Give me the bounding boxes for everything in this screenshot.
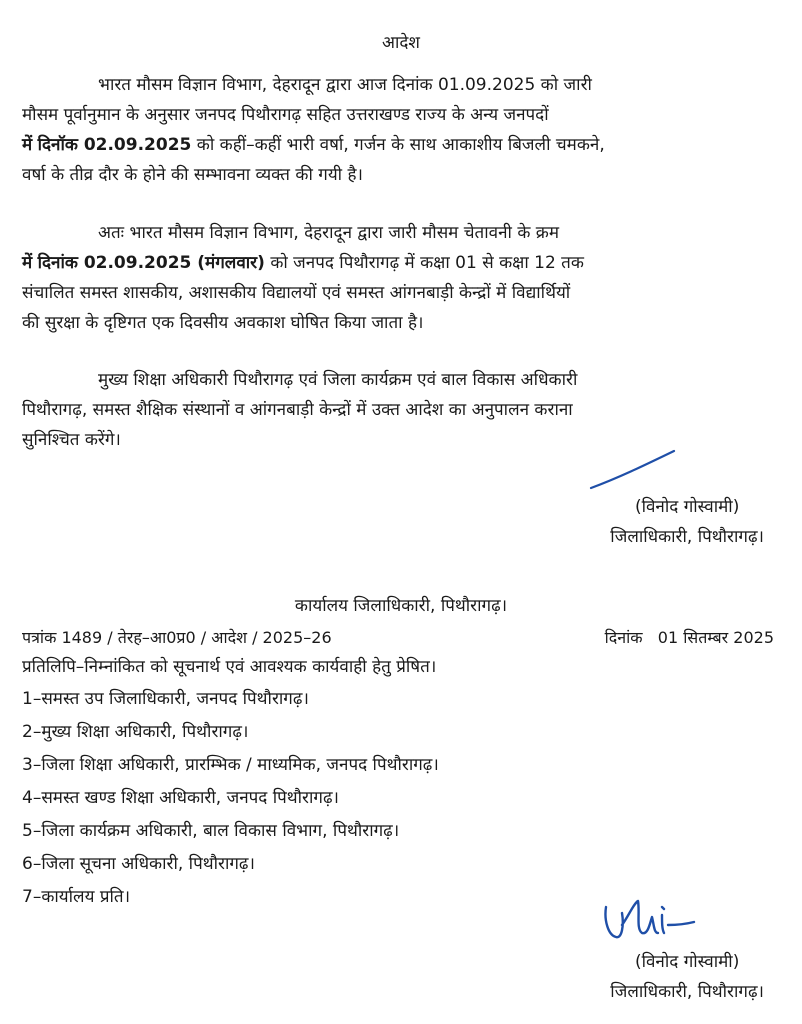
para1-line-3-post: को कहीं–कहीं भारी वर्षा, गर्जन के साथ आकाशीय बिजली चमकने, xyxy=(196,135,605,155)
paragraph-weather-forecast xyxy=(22,70,776,190)
list-item: 3–जिला शिक्षा अधिकारी, प्रारम्भिक / माध्यमिक, जनपद पिथौरागढ़। xyxy=(22,755,439,775)
para1-line-3 xyxy=(22,130,776,160)
para1-date-bold: दिनॉक 02.09.2025 xyxy=(37,135,192,155)
list-item: 2–मुख्य शिक्षा अधिकारी, पिथौरागढ़। xyxy=(22,722,249,742)
copy-to-line: प्रतिलिपि–निम्नांकित को सूचनार्थ एवं आवश्यक कार्यवाही हेतु प्रेषित। xyxy=(22,657,437,677)
paragraph-compliance xyxy=(22,365,776,455)
para2-line-2 xyxy=(22,248,776,278)
para2-line-4: की सुरक्षा के दृष्टिगत एक दिवसीय अवकाश घोषित किया जाता है। xyxy=(22,313,424,333)
para3-line-1: मुख्य शिक्षा अधिकारी पिथौरागढ़ एवं जिला कार्यक्रम एवं बाल विकास अधिकारी xyxy=(98,370,578,390)
list-item: 7–कार्यालय प्रति। xyxy=(22,887,131,907)
signature-scribble-2 xyxy=(598,895,698,950)
signature-stroke-1 xyxy=(588,448,678,492)
para3-line-2: पिथौरागढ़, समस्त शैक्षिक संस्थानों व आंगनबाड़ी केन्द्रों में उक्त आदेश का अनुपालन कराना xyxy=(22,400,573,420)
para2-line-1: अतः भारत मौसम विज्ञान विभाग, देहरादून द्वारा जारी मौसम चेतावनी के क्रम xyxy=(98,223,560,243)
reference-date: दिनांक 01 सितम्बर 2025 xyxy=(604,628,774,647)
signature-block-2 xyxy=(610,947,764,1007)
signature-block-1 xyxy=(610,492,764,552)
para3-line-3: सुनिश्चित करेंगे। xyxy=(22,430,121,450)
list-item: 4–समस्त खण्ड शिक्षा अधिकारी, जनपद पिथौरागढ़। xyxy=(22,788,339,808)
office-heading: कार्यालय जिलाधिकारी, पिथौरागढ़। xyxy=(294,596,508,616)
list-item: 5–जिला कार्यक्रम अधिकारी, बाल विकास विभाग, पिथौरागढ़। xyxy=(22,821,400,841)
signatory-name-1: (विनोद गोस्वामी) xyxy=(634,497,740,517)
reference-number: पत्रांक 1489 / तेरह–आ0प्र0 / आदेश / 2025–26 xyxy=(22,628,332,647)
list-item: 6–जिला सूचना अधिकारी, पिथौरागढ़। xyxy=(22,854,255,874)
para2-line-2-post: को जनपद पिथौरागढ़ में कक्षा 01 से कक्षा 12 तक xyxy=(270,253,584,273)
signatory-name-2: (विनोद गोस्वामी) xyxy=(634,952,740,972)
signatory-designation-2: जिलाधिकारी, पिथौरागढ़। xyxy=(610,982,764,1002)
para1-line-1: भारत मौसम विज्ञान विभाग, देहरादून द्वारा आज दिनांक 01.09.2025 को जारी xyxy=(98,75,592,95)
para1-line-3-pre: में xyxy=(22,135,33,155)
document-title: आदेश xyxy=(382,33,420,53)
para2-line-3: संचालित समस्त शासकीय, अशासकीय विद्यालयों एवं समस्त आंगनबाड़ी केन्द्रों में विद्यार्थियों xyxy=(22,283,571,303)
para2-date-bold: दिनांक 02.09.2025 (मंगलवार) xyxy=(37,253,265,273)
para1-line-2: मौसम पूर्वानुमान के अनुसार जनपद पिथौरागढ़ सहित उत्तराखण्ड राज्य के अन्य जनपदों xyxy=(22,105,549,125)
para1-line-4: वर्षा के तीव्र दौर के होने की सम्भावना व्यक्त की गयी है। xyxy=(22,165,363,185)
list-item: 1–समस्त उप जिलाधिकारी, जनपद पिथौरागढ़। xyxy=(22,689,309,709)
copy-recipient-list xyxy=(22,684,439,915)
signatory-designation-1: जिलाधिकारी, पिथौरागढ़। xyxy=(610,527,764,547)
para2-line-2-pre: में xyxy=(22,253,33,273)
paragraph-holiday-order xyxy=(22,218,776,338)
